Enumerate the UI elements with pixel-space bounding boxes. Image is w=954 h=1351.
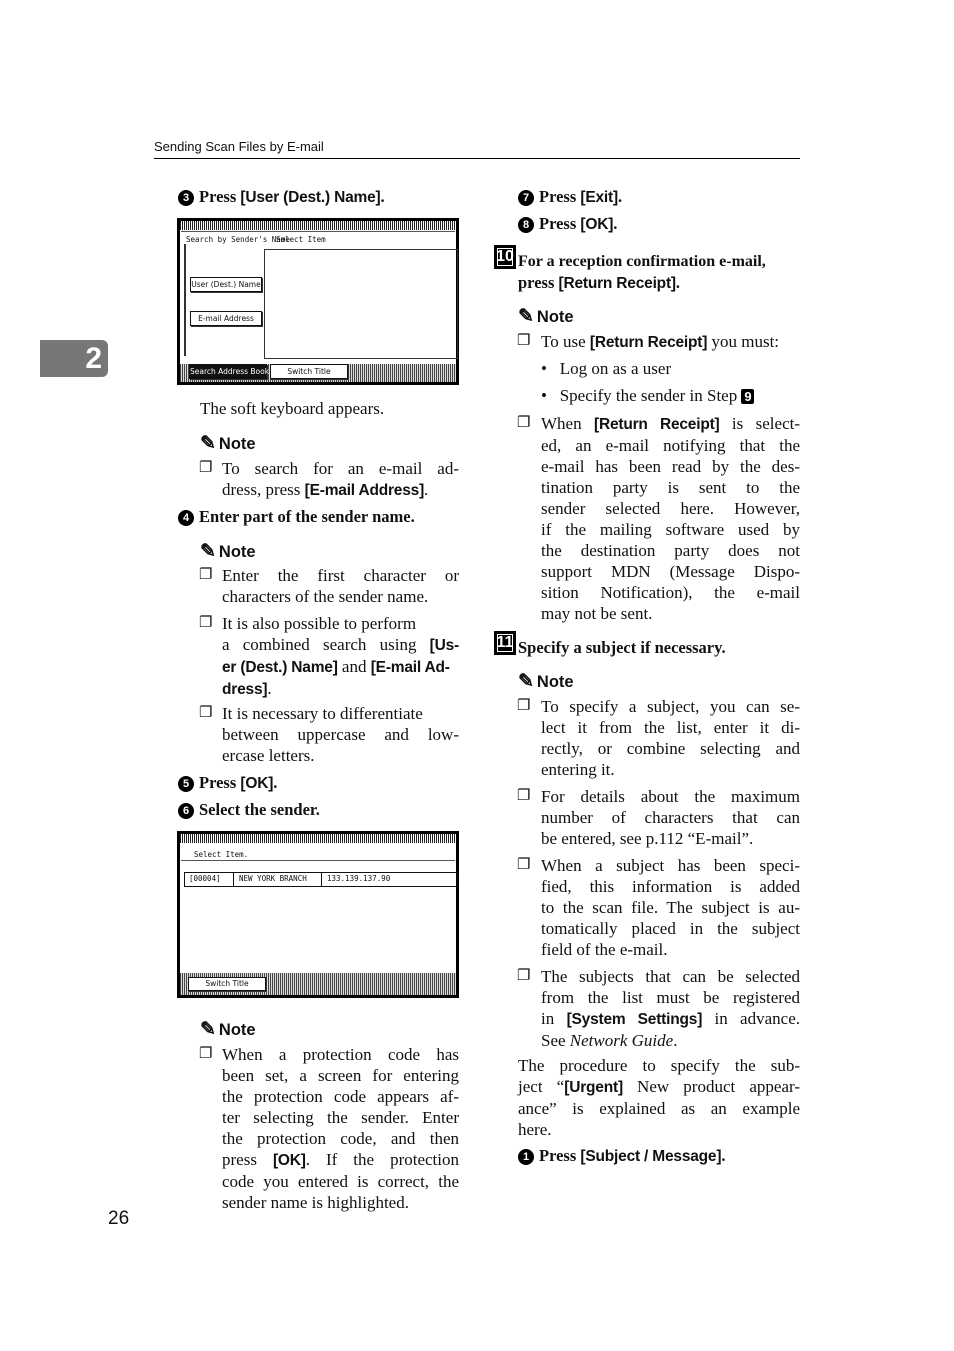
step-number: 7 [518,190,534,206]
note-item: It is necessary to differentiate between uppercase and low- ercase letters. [222,704,459,765]
email-address-button[interactable]: E-mail Address [190,311,262,326]
bullet-item: • Specify the sender in Step 9 [541,385,754,406]
result-list [264,249,458,359]
step-11: Specify a subject if necessary. [518,638,726,657]
step-number: 3 [178,190,194,206]
checkbox-icon: ❐ [199,705,213,721]
pencil-icon: ✎ [518,671,534,692]
checkbox-icon: ❐ [199,1046,213,1062]
checkbox-icon: ❐ [517,698,531,714]
note-heading: ✎ Note [200,433,256,454]
checkbox-icon: ❐ [517,788,531,804]
note-heading: ✎ Note [518,671,574,692]
note-item: Enter the first character or characters of the sender name. [222,566,459,606]
step-number: 5 [178,776,194,792]
note-item: When a subject has been speci- fied, this information is added to the scan file. The subject is au- tomatically placed in the subject field of the e-mail. [541,856,800,959]
step-10-number: 10 [494,245,516,269]
checkbox-icon: ❐ [199,567,213,583]
note-item: When [Return Receipt] is select- ed, an e-mail notifying that the e-mail has been read by the des- tination party is sent to the sender selected here. However, if the mailing software used by the destination party does not support MDN (Message Dispo- sition Notification), the e-mail may not be sent. [541,414,801,623]
checkbox-icon: ❐ [517,857,531,873]
note-item: It is also possible to perform a combined search using [Us- er (Dest.) Name] and [E-mail Ad- dress]. [222,614,459,698]
step-number: 8 [518,217,534,233]
step-4: 4 Enter part of the sender name. [178,506,415,527]
note-item: To search for an e-mail ad- dress, press [E-mail Address]. [222,459,459,499]
note-item: To use [Return Receipt] you must: [541,332,780,351]
step-10: For a reception confirmation e-mail, press [Return Receipt]. [518,253,766,292]
step-7: 7 Press [Exit]. [518,186,622,208]
checkbox-icon: ❐ [517,333,531,349]
checkbox-icon: ❐ [199,460,213,476]
step-number: 6 [178,803,194,819]
pencil-icon: ✎ [200,433,216,454]
select-item-label: Select Item [276,235,326,244]
checkbox-icon: ❐ [517,415,531,431]
note-item: When a protection code has been set, a screen for entering the protection code appears af- ter selecting the sender. Enter the protection code, and then press [OK]. If the protection code you entered is correct, the sender name is highlighted. [222,1045,459,1212]
screenshot-select-sender [177,831,459,998]
checkbox-icon: ❐ [517,968,531,984]
screenshot-search-panel [177,218,459,385]
sender-id: [00004] [189,874,221,883]
step-5: 5 Press [OK]. [178,772,277,794]
checkbox-icon: ❐ [199,615,213,631]
user-dest-name-button[interactable]: User (Dest.) Name [190,277,262,292]
pencil-icon: ✎ [200,541,216,562]
note-item: For details about the maximum number of characters that can be entered, see p.112 “E-mail”. [541,787,800,848]
step-number: 4 [178,510,194,526]
note-item: The subjects that can be selected from the list must be registered in [System Settings] in advance. See Network Guide. [541,967,800,1050]
page-number: 26 [108,1208,130,1229]
sender-row[interactable] [184,872,458,887]
sender-name: NEW YORK BRANCH [239,874,307,883]
step-number: 1 [518,1149,534,1165]
step-6: 6 Select the sender. [178,799,320,820]
note-heading: ✎ Note [518,306,574,327]
procedure-paragraph: The procedure to specify the sub- ject “[Urgent] New product appear- ance” is explained as an example here. [518,1056,800,1139]
bullet-item: • Log on as a user [541,359,672,378]
running-header: Sending Scan Files by E-mail [154,139,324,154]
note-item: To specify a subject, you can se- lect it from the list, enter it di- rectly, or combine selecting and entering it. [541,697,800,779]
pencil-icon: ✎ [518,306,534,327]
search-by-sender-label: Search by Sender's Name [186,235,290,244]
step-a: 1 Press [Subject / Message]. [518,1145,725,1167]
chapter-tab: 2 [40,340,108,377]
note-heading: ✎ Note [200,541,256,562]
switch-title-button[interactable]: Switch Title [270,364,348,379]
step-11-number: 11 [494,631,516,655]
step-3: 3 Press [User (Dest.) Name]. [178,186,385,208]
search-address-book-button[interactable]: Search Address Book [189,364,267,379]
step-8: 8 Press [OK]. [518,213,617,235]
step-ref-icon: 9 [741,389,754,404]
soft-keyboard-text: The soft keyboard appears. [200,399,385,418]
note-heading: ✎ Note [200,1019,256,1040]
sender-ip: 133.139.137.90 [327,874,391,883]
header-rule [154,158,800,159]
pencil-icon: ✎ [200,1019,216,1040]
switch-title-button[interactable]: Switch Title [188,977,266,991]
select-item-label: Select Item. [194,850,249,859]
